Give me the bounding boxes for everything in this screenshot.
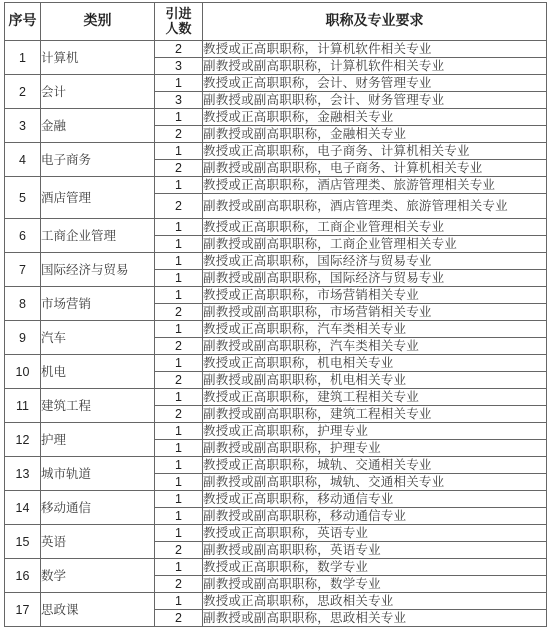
row-requirement: 副教授或副高职职称，城轨、交通相关专业 xyxy=(203,474,547,491)
row-seq-number: 10 xyxy=(5,355,41,389)
row-count: 2 xyxy=(155,41,203,58)
row-requirement: 教授或正高职职称，城轨、交通相关专业 xyxy=(203,457,547,474)
row-requirement: 副教授或副高职职称，会计、财务管理专业 xyxy=(203,92,547,109)
row-requirement: 副教授或副高职职称，电子商务、计算机相关专业 xyxy=(203,160,547,177)
row-count: 2 xyxy=(155,610,203,627)
row-category: 建筑工程 xyxy=(41,389,155,423)
row-requirement: 教授或正高职职称，护理专业 xyxy=(203,423,547,440)
row-category: 英语 xyxy=(41,525,155,559)
row-count: 1 xyxy=(155,177,203,194)
table-row xyxy=(5,109,547,126)
row-requirement: 教授或正高职职称，市场营销相关专业 xyxy=(203,287,547,304)
row-count: 3 xyxy=(155,58,203,75)
recruitment-table-container xyxy=(4,2,546,627)
row-requirement: 教授或正高职职称，电子商务、计算机相关专业 xyxy=(203,143,547,160)
header-category: 类别 xyxy=(41,3,155,41)
row-requirement: 副教授或副高职职称，计算机软件相关专业 xyxy=(203,58,547,75)
row-count: 1 xyxy=(155,236,203,253)
table-row xyxy=(5,593,547,610)
row-requirement: 教授或正高职职称，国际经济与贸易专业 xyxy=(203,253,547,270)
row-seq-number: 1 xyxy=(5,41,41,75)
table-row xyxy=(5,143,547,160)
row-seq-number: 17 xyxy=(5,593,41,627)
table-header xyxy=(5,3,547,41)
row-seq-number: 8 xyxy=(5,287,41,321)
row-category: 计算机 xyxy=(41,41,155,75)
row-requirement: 副教授或副高职职称，移动通信专业 xyxy=(203,508,547,525)
row-count: 1 xyxy=(155,389,203,406)
row-requirement: 副教授或副高职职称，工商企业管理相关专业 xyxy=(203,236,547,253)
row-count: 2 xyxy=(155,542,203,559)
row-count: 1 xyxy=(155,474,203,491)
row-count: 2 xyxy=(155,372,203,389)
row-requirement: 教授或正高职职称，移动通信专业 xyxy=(203,491,547,508)
row-requirement: 副教授或副高职职称，汽车类相关专业 xyxy=(203,338,547,355)
row-requirement: 教授或正高职职称，酒店管理类、旅游管理相关专业 xyxy=(203,177,547,194)
row-count: 1 xyxy=(155,559,203,576)
table-row xyxy=(5,389,547,406)
header-count xyxy=(155,3,203,41)
table-row xyxy=(5,321,547,338)
row-count: 1 xyxy=(155,355,203,372)
row-seq-number: 13 xyxy=(5,457,41,491)
row-category: 金融 xyxy=(41,109,155,143)
row-count: 2 xyxy=(155,338,203,355)
row-category: 思政课 xyxy=(41,593,155,627)
row-requirement: 副教授或副高职职称，机电相关专业 xyxy=(203,372,547,389)
row-count: 3 xyxy=(155,92,203,109)
row-count: 1 xyxy=(155,525,203,542)
row-seq-number: 6 xyxy=(5,219,41,253)
row-requirement: 副教授或副高职职称，国际经济与贸易专业 xyxy=(203,270,547,287)
row-seq-number: 14 xyxy=(5,491,41,525)
table-row xyxy=(5,253,547,270)
table-row xyxy=(5,355,547,372)
row-category: 市场营销 xyxy=(41,287,155,321)
row-requirement: 教授或正高职职称，思政相关专业 xyxy=(203,593,547,610)
row-requirement: 教授或正高职职称，建筑工程相关专业 xyxy=(203,389,547,406)
header-requirement: 职称及专业要求 xyxy=(203,3,547,41)
header-row xyxy=(5,3,547,41)
row-count: 1 xyxy=(155,440,203,457)
row-category: 汽车 xyxy=(41,321,155,355)
row-requirement: 副教授或副高职职称，市场营销相关专业 xyxy=(203,304,547,321)
row-seq-number: 5 xyxy=(5,177,41,219)
row-count: 1 xyxy=(155,270,203,287)
row-category: 工商企业管理 xyxy=(41,219,155,253)
row-requirement: 副教授或副高职职称，数学专业 xyxy=(203,576,547,593)
row-category: 酒店管理 xyxy=(41,177,155,219)
header-seq: 序号 xyxy=(5,3,41,41)
row-requirement: 教授或正高职职称，英语专业 xyxy=(203,525,547,542)
row-count: 1 xyxy=(155,457,203,474)
row-count: 2 xyxy=(155,126,203,143)
row-count: 1 xyxy=(155,321,203,338)
row-requirement: 教授或正高职职称，机电相关专业 xyxy=(203,355,547,372)
row-count: 1 xyxy=(155,508,203,525)
row-seq-number: 9 xyxy=(5,321,41,355)
row-count: 1 xyxy=(155,593,203,610)
row-category: 城市轨道 xyxy=(41,457,155,491)
row-category: 移动通信 xyxy=(41,491,155,525)
row-requirement: 副教授或副高职职称，酒店管理类、旅游管理相关专业 xyxy=(203,194,547,219)
row-seq-number: 3 xyxy=(5,109,41,143)
table-row xyxy=(5,491,547,508)
row-requirement: 教授或正高职职称，汽车类相关专业 xyxy=(203,321,547,338)
row-category: 机电 xyxy=(41,355,155,389)
row-category: 数学 xyxy=(41,559,155,593)
table-row xyxy=(5,525,547,542)
row-count: 1 xyxy=(155,423,203,440)
row-seq-number: 15 xyxy=(5,525,41,559)
row-seq-number: 2 xyxy=(5,75,41,109)
row-count: 2 xyxy=(155,194,203,219)
table-row xyxy=(5,177,547,194)
row-requirement: 教授或正高职职称，数学专业 xyxy=(203,559,547,576)
row-seq-number: 12 xyxy=(5,423,41,457)
row-requirement: 副教授或副高职职称，建筑工程相关专业 xyxy=(203,406,547,423)
row-count: 1 xyxy=(155,75,203,92)
table-row xyxy=(5,219,547,236)
row-category: 会计 xyxy=(41,75,155,109)
row-seq-number: 7 xyxy=(5,253,41,287)
row-count: 1 xyxy=(155,109,203,126)
row-seq-number: 4 xyxy=(5,143,41,177)
row-seq-number: 16 xyxy=(5,559,41,593)
row-requirement: 教授或正高职职称，会计、财务管理专业 xyxy=(203,75,547,92)
table-row xyxy=(5,75,547,92)
row-requirement: 教授或正高职职称，工商企业管理相关专业 xyxy=(203,219,547,236)
row-requirement: 副教授或副高职职称，金融相关专业 xyxy=(203,126,547,143)
row-count: 1 xyxy=(155,491,203,508)
row-count: 1 xyxy=(155,287,203,304)
row-requirement: 副教授或副高职职称，护理专业 xyxy=(203,440,547,457)
row-seq-number: 11 xyxy=(5,389,41,423)
row-requirement: 教授或正高职职称，金融相关专业 xyxy=(203,109,547,126)
row-count: 1 xyxy=(155,253,203,270)
table-row xyxy=(5,287,547,304)
recruitment-table xyxy=(4,2,547,627)
row-count: 1 xyxy=(155,143,203,160)
row-requirement: 副教授或副高职职称，英语专业 xyxy=(203,542,547,559)
table-row xyxy=(5,423,547,440)
row-count: 2 xyxy=(155,304,203,321)
row-category: 国际经济与贸易 xyxy=(41,253,155,287)
table-body xyxy=(5,41,547,627)
row-category: 电子商务 xyxy=(41,143,155,177)
row-requirement: 副教授或副高职职称，思政相关专业 xyxy=(203,610,547,627)
row-category: 护理 xyxy=(41,423,155,457)
row-count: 2 xyxy=(155,576,203,593)
header-count-label: 引进人数 xyxy=(165,6,192,37)
row-count: 2 xyxy=(155,160,203,177)
row-requirement: 教授或正高职职称，计算机软件相关专业 xyxy=(203,41,547,58)
row-count: 2 xyxy=(155,406,203,423)
row-count: 1 xyxy=(155,219,203,236)
table-row xyxy=(5,41,547,58)
table-row xyxy=(5,457,547,474)
table-row xyxy=(5,559,547,576)
